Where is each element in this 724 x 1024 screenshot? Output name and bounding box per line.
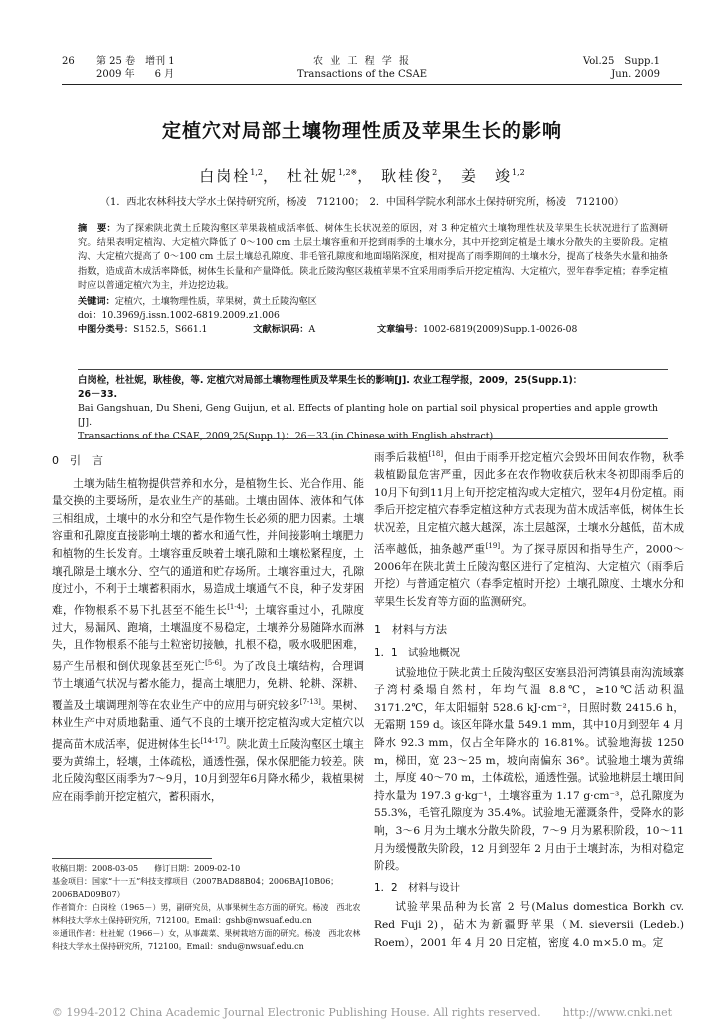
citation-ref: [19] xyxy=(485,541,501,550)
header-volume-en: Vol.25 Supp.1 xyxy=(582,56,660,67)
header-journal-en: Transactions of the CSAE xyxy=(296,69,427,80)
citation-cn-1: 白岗栓，杜社妮，耿桂俊，等. 定植穴对局部土壤物理性质及苹果生长的影响[J]. 农业工程学报，2009，25(Supp.1)： xyxy=(78,375,583,386)
design-paragraph: 试验苹果品种为长富 2 号(Malus domestica Borkh cv. Red Fuji 2)，砧木为新疆野苹果（M. sieversii (Ledeb.) Roem），2001 年 4 月 20 日定植，密度 4.0 m×5.0 m。定 xyxy=(374,901,684,949)
author-sup: 1,2※ xyxy=(337,168,358,177)
article-no-value: 1002-6819(2009)Supp.1-0026-08 xyxy=(422,324,578,336)
article-no-label: 文章编号： xyxy=(376,324,423,336)
author-name: 姜 竣 xyxy=(460,167,512,185)
header-volume-cn: 第 25 卷 增刊 1 xyxy=(96,56,175,67)
header-rule xyxy=(62,84,682,85)
footnote-fund: 基金项目：国家“十一五”科技支撑项目（2007BAD88B04；2006BAJ10B06；2006BAD09B07） xyxy=(52,877,339,899)
copyright-footer: © 1994-2012 China Academic Journal Electronic Publishing House. All rights reserved. http://www.cnki.net xyxy=(51,1006,673,1019)
intro-text-5: 。陕北黄土丘陵沟壑区土壤主要为黄绵土，轻壤，土体疏松，通透性强，保水保肥能力较差。陕北丘陵沟壑区雨季为7～9月，10月到翌年6月降水稀少，栽植果树应在雨季前开挖定植穴，蓄积雨水， xyxy=(52,738,365,803)
author-sup: 1,2 xyxy=(250,168,264,177)
intro-text-4: 。果树、林业生产中对质地黏重、通气不良的土壤开挖定植沟或大定植穴以提高苗木成活率，促进树体生长 xyxy=(52,699,365,751)
citation-ref: [7-13] xyxy=(299,697,321,706)
citation-ref: [1-4] xyxy=(227,602,244,611)
author-name: 耿桂俊 xyxy=(381,167,433,185)
footnote-block xyxy=(52,862,362,953)
article-title: 定植穴对局部土壤物理性质及苹果生长的影响 xyxy=(161,120,562,142)
section-heading-introduction: 0 引 言 xyxy=(52,454,103,467)
citation-block xyxy=(78,374,668,444)
right-column xyxy=(374,446,684,952)
citation-ref: [5-6] xyxy=(205,659,222,668)
doc-code-label: 文献标识码： xyxy=(253,324,309,336)
abstract-text: 为了探索陕北黄土丘陵沟壑区苹果栽植成活率低、树体生长状况差的原因，对 3 种定植穴土壤物理性状及苹果生长状况进行了监测研究。结果表明定植沟、大定植穴降低了 0～100 cm 土层土壤容重和开挖到雨季的土壤水分，其中开挖到定植是土壤水分散失的主要阶段。定植沟、大定植穴提高了 0～100 cm 土层土壤总孔隙度、非毛管孔隙度和地面塌陷深度，相对提高了雨季期间的土壤水分，提高了枝条失水量和抽条指数，造成苗木成活率降低，树体生长量和产量降低。陕北丘陵沟壑区栽植苹果不宜采用雨季后开挖定植沟、大定植穴，翌年春季定植；春季定植时应以普通定植穴为主，并边挖边栽。 xyxy=(78,223,668,291)
intro-text-1: 土壤为陆生植物提供营养和水分，是植物生长、光合作用、能量交换的主要场所，是农业生产的基础。土壤由固体、液体和气体三相组成，土壤中的水分和空气是作物生长必须的肥力因素。土壤容重和孔隙度直接影响土壤的蓄水和通气性，并间接影响土壤肥力和植物的生长发育。土壤容重反映着土壤孔隙和土壤松紧程度，土壤孔隙是土壤水分、空气的通道和贮存场所。土壤容重过大，孔隙度过小，不利于土壤蓄积雨水，易造成土壤通气不良，种子发芽困难，作物根系不易下扎甚至不能生长 xyxy=(52,477,364,617)
citation-en-2: Transactions of the CSAE, 2009,25(Supp.1)：26－33.(in Chinese with English abstract) xyxy=(78,431,494,442)
keywords-line xyxy=(78,295,668,309)
subsection-heading-site: 1．1 试验地概况 xyxy=(374,647,460,659)
site-paragraph: 试验地位于陕北黄土丘陵沟壑区安塞县沿河湾镇县南沟流域寨子湾村桑塌自然村，年均气温 8.8℃，≥10℃活动积温 3171.2℃，年太阳辐射 528.6 kJ·cm⁻²，日照时数 2415.6 h，无霜期 159 d。该区年降水量 549.1 mm，其中10月到翌年 4 月降水 92.3 mm，仅占全年降水的 16.81%。试验地海拔 1250 m，梯田，宽 23～25 m，坡向南偏东 36°。试验地土壤为黄绵土，厚度 40～70 m，土体疏松，通透性强。试验地耕层土壤田间持水量为 197.3 g·kg⁻¹，土壤容重为 1.17 g·cm⁻³，总孔隙度为 55.3%，毛管孔隙度为 35.4%。试验地无灌溉条件，受降水的影响，3～6 月为土壤水分散失阶段，7～9 月为累积阶段，10～11 月为缓慢散失阶段，12 月到翌年 2 月由于土壤封冻，为相对稳定阶段。 xyxy=(374,666,684,873)
author-separator: ， xyxy=(357,167,375,185)
header-journal-cn: 农 业 工 程 学 报 xyxy=(313,56,411,67)
author-name: 杜社妮 xyxy=(286,167,338,185)
classification-line xyxy=(78,323,668,337)
clc-label: 中图分类号： xyxy=(78,324,134,336)
author-name: 白岗栓 xyxy=(199,167,251,185)
citation-ref: [14-17] xyxy=(200,736,227,745)
author-separator: ， xyxy=(437,167,455,185)
author-list xyxy=(0,165,724,186)
intro-paragraph xyxy=(52,476,364,807)
author-separator: ， xyxy=(263,167,281,185)
continued-text-3: 。为了探寻原因和指导生产，2000～2006年在陕北黄土丘陵沟壑区进行了定植沟、大定植穴（雨季后开挖）与普通定植穴（春季定植时开挖）土壤孔隙度、土壤水分和苹果生长发育等方面的监测研究。 xyxy=(374,543,684,608)
author-sup: 1,2 xyxy=(511,168,525,177)
abstract-block xyxy=(78,222,668,338)
clc-value: S152.5，S661.1 xyxy=(133,324,208,336)
section-heading-methods: 1 材料与方法 xyxy=(374,623,447,637)
header-year-cn: 2009 年 6 月 xyxy=(96,69,175,80)
keywords-text: 定植穴，土壤物理性质，苹果树，黄土丘陵沟壑区 xyxy=(114,296,317,308)
subsection-heading-design: 1．2 材料与设计 xyxy=(374,881,460,894)
citation-rule-bottom xyxy=(78,438,668,439)
abstract-label: 摘 要： xyxy=(78,223,116,234)
intro-text-2: ；土壤容重过小，孔隙度过大，易漏风、跑墒，土壤温度不易稳定，土壤养分易随降水而淋失，且作物根系不能与土粒密切接触，扎根不稳，吸水吸肥困难，易产生吊根和倒伏现象甚至死亡 xyxy=(52,604,365,673)
intro-text-3: 。为了改良土壤结构，合理调节土壤通气状况与蓄水能力，提高土壤肥力，免耕、轮耕、深耕、覆盖及土壤调理剂等在农业生产中的应用与研究较多 xyxy=(52,660,365,712)
author-sup: 2 xyxy=(432,168,438,177)
citation-ref: [18] xyxy=(428,450,444,458)
footnote-corresponding: ※通讯作者：杜社妮（1966－）女，从事蔬菜、果树栽培方面的研究。杨凌 西北农林科技大学水土保持研究所，712100。Email：sndu@nwsuaf.edu.cn xyxy=(52,929,361,951)
continued-paragraph xyxy=(374,446,684,611)
keywords-label: 关键词： xyxy=(78,296,115,308)
footnote-author-bio: 作者简介：白岗栓（1965－）男，副研究员，从事果树生态方面的研究。杨凌 西北农林科技大学水土保持研究所，712100。Email：gshb@nwsuaf.edu.cn xyxy=(52,903,361,925)
citation-en-1: Bai Gangshuan, Du Sheni, Geng Guijun, et al. Effects of planting hole on partial soil physical properties and apple growth [J]. xyxy=(78,403,658,428)
continued-text-2: ，但由于雨季开挖定植穴会毁坏田间农作物，秋季栽植鼢鼠危害严重，因此多在农作物收获后秋末冬初即雨季后的10月下旬到11月上旬开挖定植沟或大定植穴，翌年4月份定植。雨季后开挖定植穴春季定植这种方式表现为苗木成活率低，树体生长状况差，且定植穴越大越深，冻土层越深，土壤水分越低，苗木成活率越低，抽条越严重 xyxy=(374,451,685,556)
header-date-en: Jun. 2009 xyxy=(611,69,660,80)
header-page-number: 26 xyxy=(62,56,75,67)
footnote-rule xyxy=(52,858,212,859)
doc-code-value: A xyxy=(308,324,316,336)
affiliation: （1．西北农林科技大学水土保持研究所，杨凌 712100； 2．中国科学院水利部水土保持研究所，杨凌 712100） xyxy=(99,197,625,208)
abstract-paragraph xyxy=(78,222,668,293)
citation-rule-top xyxy=(78,369,668,370)
continued-text-1: 雨季后栽植 xyxy=(374,451,429,464)
citation-cn-2: 26－33. xyxy=(78,389,118,400)
left-column xyxy=(52,450,364,806)
footnote-received: 收稿日期：2008-03-05 修订日期：2009-02-10 xyxy=(52,864,241,873)
doi-line: doi：10.3969/j.issn.1002-6819.2009.z1.006 xyxy=(78,310,280,322)
